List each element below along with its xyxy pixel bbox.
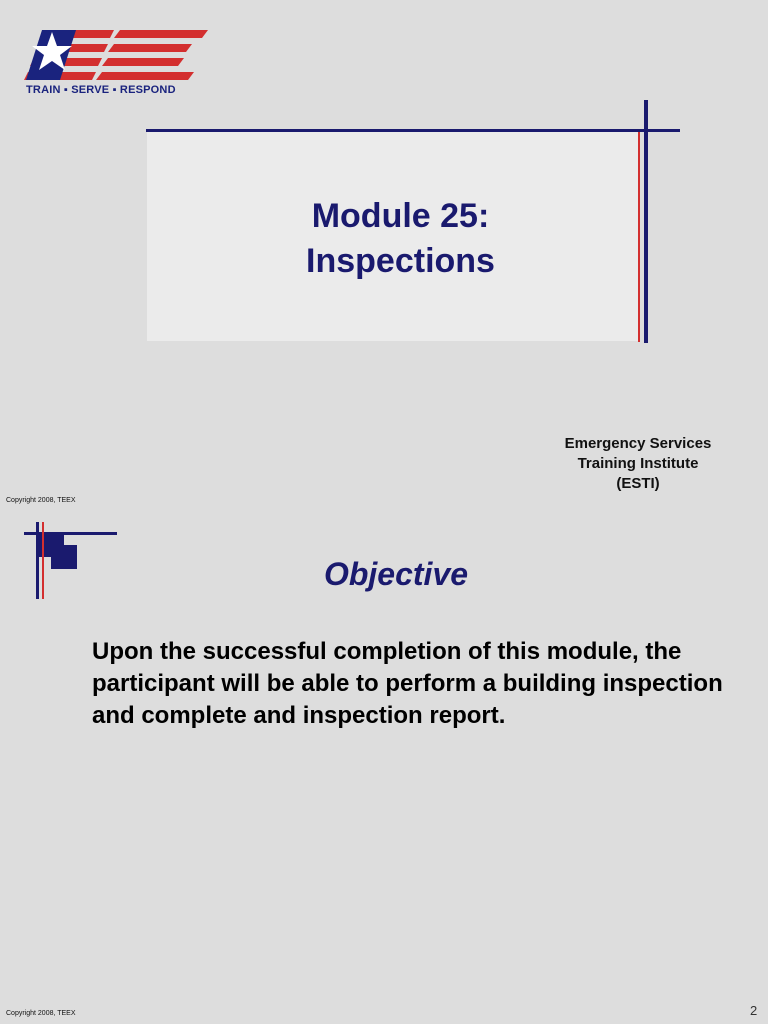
objective-body: Upon the successful completion of this module, the participant will be able to perform a building inspection and complete and inspection report. xyxy=(92,638,723,729)
module-title xyxy=(147,194,654,284)
org-line2: Training Institute xyxy=(577,455,699,472)
objective-heading: Objective xyxy=(323,556,469,592)
teex-logo-mark xyxy=(24,26,212,84)
logo-tagline: TRAIN ▪ SERVE ▪ RESPOND xyxy=(26,84,176,96)
module-title-line2: Inspections xyxy=(306,242,495,280)
corner-decoration-square xyxy=(51,545,77,569)
corner-decoration-vline xyxy=(36,522,39,599)
copyright-slide2: Copyright 2008, TEEX xyxy=(6,1010,76,1017)
teex-logo xyxy=(24,26,212,100)
page-number: 2 xyxy=(750,1003,758,1018)
corner-decoration-red-line xyxy=(42,522,44,599)
org-line3: (ESTI) xyxy=(616,475,660,492)
copyright-slide1: Copyright 2008, TEEX xyxy=(6,497,76,504)
org-line1: Emergency Services xyxy=(564,435,712,452)
organization-name xyxy=(548,434,728,494)
module-title-line1: Module 25: xyxy=(311,197,490,235)
title-divider-horizontal xyxy=(146,129,680,132)
